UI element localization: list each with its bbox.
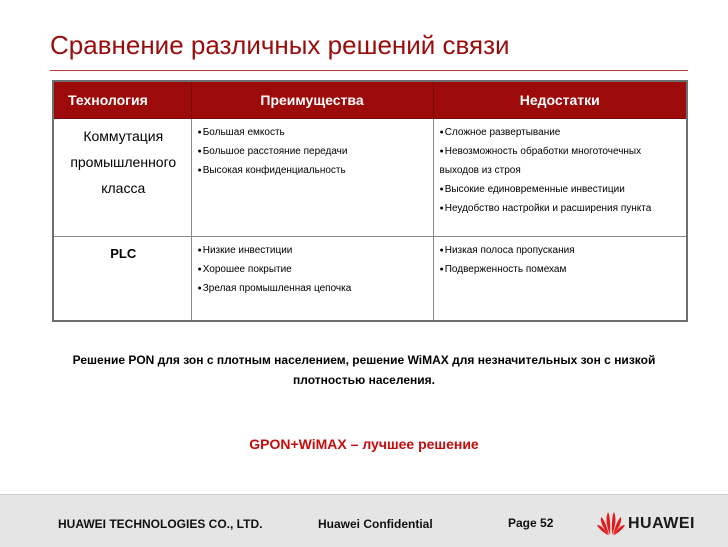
disadvantage-item: ● Высокие единовременные инвестиции	[440, 180, 683, 199]
disadvantage-item: ● Неудобство настройки и расширения пункта	[440, 199, 683, 218]
disadvantage-item: ● Подверженность помехам	[440, 260, 683, 279]
huawei-flower-icon	[596, 509, 626, 537]
page-number: Page 52	[508, 516, 554, 530]
advantages-cell	[191, 237, 433, 321]
logo-wordmark: HUAWEI	[628, 515, 695, 532]
column-header-disadvantages: Недостатки	[433, 81, 687, 119]
column-header-advantages: Преимущества	[191, 81, 433, 119]
disadvantage-item: ● Невозможность обработки многоточечных выходов из строя	[440, 142, 683, 180]
table-header-row	[53, 81, 687, 119]
slide-title: Сравнение различных решений связи	[50, 30, 510, 60]
advantage-item: ● Высокая конфиденциальность	[198, 161, 429, 180]
column-header-technology: Технология	[53, 81, 191, 119]
table-row	[53, 237, 687, 321]
title-divider	[50, 70, 688, 71]
technology-cell: PLC	[53, 237, 191, 321]
table-row	[53, 119, 687, 237]
advantage-item: ● Зрелая промышленная цепочка	[198, 279, 429, 298]
disadvantages-cell	[433, 119, 687, 237]
advantage-item: ● Хорошее покрытие	[198, 260, 429, 279]
advantage-item: ● Низкие инвестиции	[198, 241, 429, 260]
footer-company: HUAWEI TECHNOLOGIES CO., LTD.	[58, 517, 263, 531]
disadvantages-cell	[433, 237, 687, 321]
footer-bar	[0, 494, 728, 547]
advantages-cell	[191, 119, 433, 237]
advantage-item: ● Большая емкость	[198, 123, 429, 142]
recommendation-note: Решение PON для зон с плотным населением, решение WiMAX для незначительных зон с низкой плотностью населения.	[72, 353, 656, 387]
disadvantage-item: ● Сложное развертывание	[440, 123, 683, 142]
disadvantage-item: ● Низкая полоса пропускания	[440, 241, 683, 260]
slogan: GPON+WiMAX – лучшее решение	[249, 436, 479, 452]
footer-confidential: Huawei Confidential	[318, 517, 433, 531]
technology-cell: Коммутация промышленного класса	[53, 119, 191, 237]
huawei-logo	[596, 509, 716, 537]
comparison-table	[52, 80, 688, 322]
advantage-item: ● Большое расстояние передачи	[198, 142, 429, 161]
